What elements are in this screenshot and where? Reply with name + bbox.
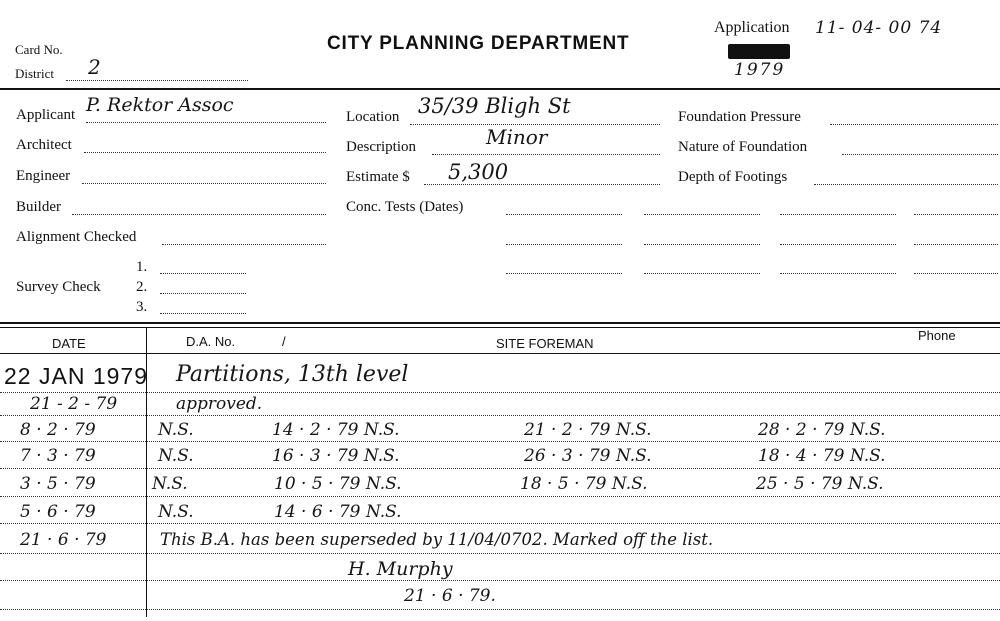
log-line-1 [0,392,1000,393]
description-value: Minor [486,125,548,149]
log-line-8 [0,580,1000,581]
nature-foundation-dots [842,154,998,155]
survey-2-label: 2. [136,279,148,295]
row4-c: 26 · 3 · 79 N.S. [524,446,652,466]
log-line-9 [0,609,1000,610]
conc-dots-3a [506,273,622,274]
alignment-label: Alignment Checked [16,229,137,245]
redaction-mark [728,44,790,59]
application-label: Application [714,19,790,36]
page-title: CITY PLANNING DEPARTMENT [327,33,630,54]
conc-dots-3c [780,273,896,274]
received-stamp-date: 22 JAN 1979 [4,363,148,389]
row5-a: N.S. [152,474,188,494]
engineer-label: Engineer [16,168,71,184]
foundation-pressure-dots [830,124,998,125]
row6-b: 14 · 6 · 79 N.S. [274,502,402,522]
survey-3-label: 3. [136,299,148,315]
date-column-header: DATE [52,336,86,351]
row3-b: 14 · 2 · 79 N.S. [272,420,400,440]
alignment-dots [162,244,326,245]
row5-c: 18 · 5 · 79 N.S. [520,474,648,494]
row3-a: N.S. [158,420,194,440]
conc-tests-label: Conc. Tests (Dates) [346,199,464,215]
conc-dots-1b [644,214,760,215]
depth-footings-dots [814,184,998,185]
estimate-value: 5,300 [448,160,509,184]
survey-check-label: Survey Check [16,279,101,295]
survey-1-label: 1. [136,259,148,275]
conc-dots-2b [644,244,760,245]
conc-dots-2a [506,244,622,245]
log-line-7 [0,553,1000,554]
applicant-value: P. Rektor Assoc [86,94,234,116]
row4-a: N.S. [158,446,194,466]
location-label: Location [346,109,400,125]
signature: H. Murphy [348,558,453,580]
architect-dots [84,152,326,153]
row5-d: 25 · 5 · 79 N.S. [756,474,884,494]
row7-text: This B.A. has been superseded by 11/04/0702. Marked off the list. [160,530,714,549]
phone-header: Phone [918,328,956,343]
conc-dots-1a [506,214,622,215]
da-column-header: D.A. No. [186,334,236,349]
district-dots [66,80,248,81]
year-value: 1979 [734,60,786,80]
row5-date: 3 · 5 · 79 [20,474,96,494]
description-label: Description [346,139,416,155]
conc-dots-3d [914,273,998,274]
row7-date: 21 · 6 · 79 [20,530,107,550]
row4-d: 18 · 4 · 79 N.S. [758,446,886,466]
row3-date: 8 · 2 · 79 [20,420,96,440]
log-line-2 [0,415,1000,416]
log-line-6 [0,523,1000,524]
depth-footings-label: Depth of Footings [678,169,788,185]
row2-date: 21 - 2 - 79 [30,394,118,414]
log-line-5 [0,496,1000,497]
log-entry-partitions: Partitions, 13th level [176,362,409,387]
conc-dots-2d [914,244,998,245]
nature-foundation-label: Nature of Foundation [678,139,808,155]
conc-dots-3b [644,273,760,274]
da-slash: / [282,334,286,349]
district-label: District [15,66,54,81]
survey-2-dots [160,293,246,294]
row4-b: 16 · 3 · 79 N.S. [272,446,400,466]
conc-dots-1c [780,214,896,215]
log-header-rule [0,353,1000,354]
survey-1-dots [160,273,246,274]
row2-text: approved. [176,394,263,414]
engineer-dots [82,183,326,184]
row4-date: 7 · 3 · 79 [20,446,96,466]
district-value: 2 [88,55,101,79]
survey-3-dots [160,313,246,314]
estimate-label: Estimate $ [346,169,410,185]
header-divider [0,88,1000,90]
site-foreman-header: SITE FOREMAN [496,336,594,351]
location-value: 35/39 Bligh St [418,94,571,118]
conc-dots-1d [914,214,998,215]
log-line-4 [0,468,1000,469]
row3-d: 28 · 2 · 79 N.S. [758,420,886,440]
row3-c: 21 · 2 · 79 N.S. [524,420,652,440]
card-no-label: Card No. [15,42,63,57]
log-top-rule-thin [0,327,1000,328]
estimate-dots [424,184,660,185]
row6-date: 5 · 6 · 79 [20,502,96,522]
builder-label: Builder [16,199,61,215]
applicant-label: Applicant [16,107,76,123]
signature-date: 21 · 6 · 79. [404,586,496,606]
row6-a: N.S. [158,502,194,522]
application-value: 11- 04- 00 74 [815,18,943,38]
applicant-dots [86,122,326,123]
log-top-rule [0,322,1000,324]
builder-dots [72,214,326,215]
log-line-3 [0,441,1000,442]
foundation-pressure-label: Foundation Pressure [678,109,801,125]
architect-label: Architect [16,137,72,153]
conc-dots-2c [780,244,896,245]
row5-b: 10 · 5 · 79 N.S. [274,474,402,494]
description-dots [432,154,660,155]
